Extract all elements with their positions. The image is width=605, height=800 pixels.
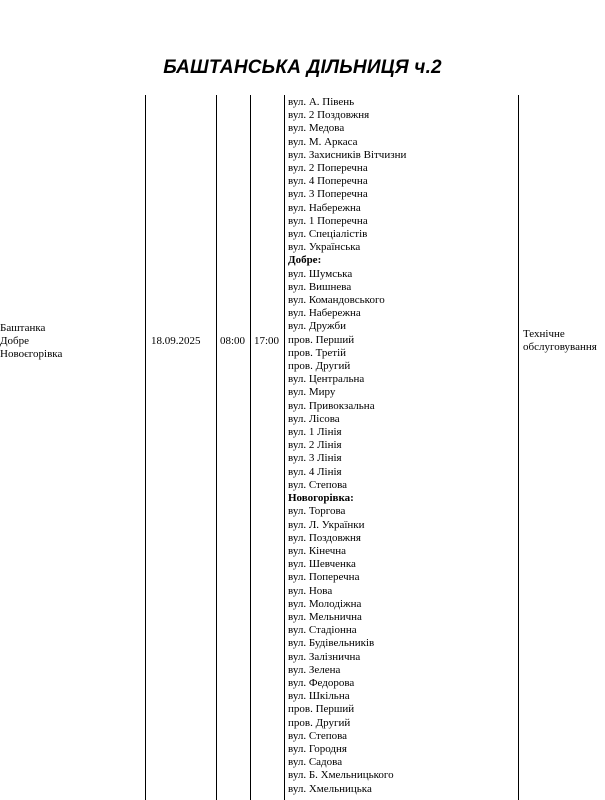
street-item: вул. Л. Українки xyxy=(288,518,365,531)
street-item: вул. Лісова xyxy=(288,412,340,425)
street-item: вул. М. Аркаса xyxy=(288,135,358,148)
table-column-divider xyxy=(518,95,519,800)
settlements-cell xyxy=(0,322,62,361)
street-item: вул. Залізнична xyxy=(288,650,361,663)
street-item: вул. Поперечна xyxy=(288,571,360,584)
street-item: пров. Перший xyxy=(288,703,355,716)
street-item: вул. Зелена xyxy=(288,663,341,676)
street-item: вул. Українська xyxy=(288,241,361,254)
street-item: вул. Набережна xyxy=(288,307,361,320)
street-item: вул. Миру xyxy=(288,386,336,399)
street-item: вул. Дружби xyxy=(288,320,346,333)
street-item: вул. Шевченка xyxy=(288,558,356,571)
street-item: вул. Федорова xyxy=(288,676,355,689)
street-item: вул. Б. Хмельницького xyxy=(288,769,394,782)
street-item: вул. Кінечна xyxy=(288,544,347,557)
reason-cell: Технічне обслуговування xyxy=(523,328,597,353)
street-item: вул. Центральна xyxy=(288,373,365,386)
street-item: вул. Привокзальна xyxy=(288,399,375,412)
table-column-divider xyxy=(145,95,146,800)
settlement-heading: Новогорівка: xyxy=(288,492,354,505)
street-item: вул. Будівельників xyxy=(288,637,375,650)
table-column-divider xyxy=(250,95,251,800)
street-item: вул. Мельнична xyxy=(288,610,362,623)
street-item: вул. Шумська xyxy=(288,267,353,280)
street-item: вул. Медова xyxy=(288,122,345,135)
table-column-divider xyxy=(284,95,285,800)
streets-list xyxy=(288,96,516,796)
street-item: пров. Другий xyxy=(288,360,351,373)
street-item: вул. Молодіжна xyxy=(288,597,362,610)
street-item: вул. 1 Лінія xyxy=(288,426,342,439)
time-from-cell: 08:00 xyxy=(220,335,246,347)
street-item: вул. Шкільна xyxy=(288,690,350,703)
street-item: пров. Перший xyxy=(288,333,355,346)
street-item: вул. Садова xyxy=(288,756,343,769)
street-item: вул. 4 Поперечна xyxy=(288,175,368,188)
street-item: пров. Другий xyxy=(288,716,351,729)
street-item: вул. Поздовжня xyxy=(288,531,361,544)
street-item: вул. Набережна xyxy=(288,201,361,214)
street-item: вул. Торгова xyxy=(288,505,346,518)
street-item: вул. 2 Поздовжня xyxy=(288,109,370,122)
street-item: вул. Степова xyxy=(288,729,348,742)
street-item: вул. 1 Поперечна xyxy=(288,214,368,227)
street-item: вул. Нова xyxy=(288,584,333,597)
street-item: вул. Захисників Вітчизни xyxy=(288,148,407,161)
settlement-name: Добре xyxy=(0,335,29,347)
street-item: вул. Хмельницька xyxy=(288,782,372,795)
street-item: вул. 2 Поперечна xyxy=(288,162,368,175)
settlement-name: Новоєгорівка xyxy=(0,348,63,360)
street-item: вул. Вишнева xyxy=(288,280,352,293)
settlement-heading: Добре: xyxy=(288,254,322,267)
street-item: вул. 2 Лінія xyxy=(288,439,342,452)
street-item: вул. Степова xyxy=(288,478,348,491)
settlement-name: Баштанка xyxy=(0,322,46,334)
street-item: вул. Спеціалістів xyxy=(288,228,368,241)
street-item: пров. Третій xyxy=(288,346,347,359)
street-item: вул. Командовського xyxy=(288,294,385,307)
street-item: вул. 3 Поперечна xyxy=(288,188,368,201)
street-item: вул. Стадіонна xyxy=(288,624,357,637)
street-item: вул. Городня xyxy=(288,742,347,755)
table-column-divider xyxy=(216,95,217,800)
street-item: вул. 3 Лінія xyxy=(288,452,342,465)
street-item: вул. 4 Лінія xyxy=(288,465,342,478)
street-item: вул. А. Півень xyxy=(288,96,355,108)
page-title: БАШТАНСЬКА ДІЛЬНИЦЯ ч.2 xyxy=(163,57,442,78)
date-cell: 18.09.2025 xyxy=(151,335,201,347)
time-to-cell: 17:00 xyxy=(254,335,280,347)
